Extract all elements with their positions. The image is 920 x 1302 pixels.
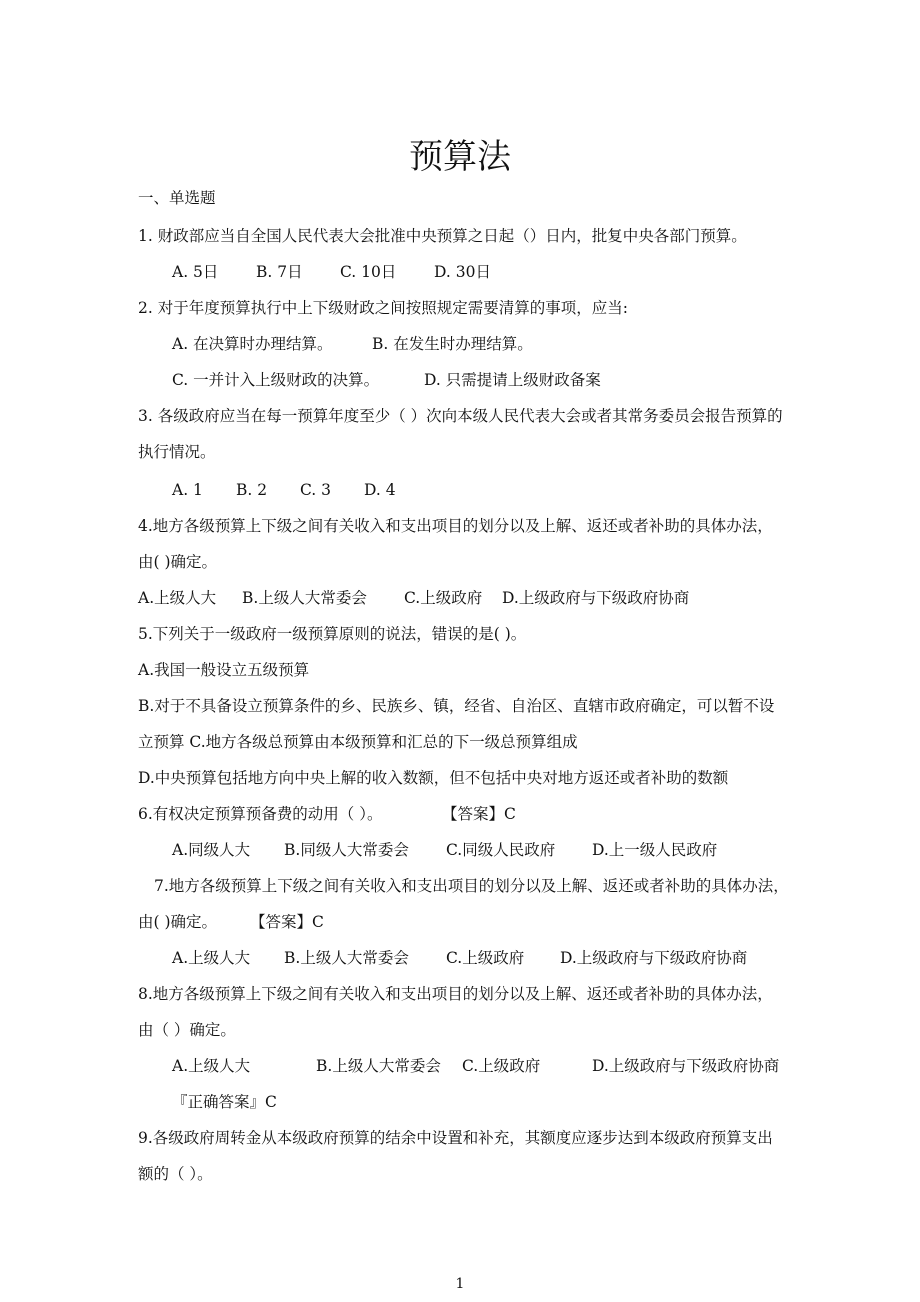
q5-option-d: D.中央预算包括地方向中央上解的收入数额，但不包括中央对地方返还或者补助的数额 (138, 769, 729, 787)
question-2-options-row1 (172, 334, 533, 354)
q8-answer: 『正确答案』C (172, 1093, 277, 1111)
q6-option-d: D.上一级人民政府 (592, 841, 718, 859)
q5-option-a: A.我国一般设立五级预算 (138, 661, 310, 679)
q7-option-a: A.上级人大 (172, 949, 251, 967)
q1-option-b: B. 7日 (256, 263, 303, 281)
page-title: 预算法 (409, 137, 511, 177)
section-heading: 一、单选题 (138, 189, 216, 207)
q3-option-c: C. 3 (300, 481, 332, 499)
q3-option-a: A. 1 (172, 481, 203, 499)
question-4-options (138, 588, 689, 608)
question-7-stem-line1: 7.地方各级预算上下级之间有关收入和支出项目的划分以及上解、返还或者补助的具体办法， (154, 877, 789, 895)
q5-option-b-line2: 立预算 C.地方各级总预算由本级预算和汇总的下一级总预算组成 (138, 733, 578, 751)
question-9-stem-line2: 额的（ ）。 (138, 1165, 213, 1183)
page-number: 1 (455, 1276, 465, 1292)
question-1-stem: 1. 财政部应当自全国人民代表大会批准中央预算之日起（）日内，批复中央各部门预算。 (138, 227, 747, 245)
q4-option-c: C.上级政府 (404, 589, 483, 607)
q6-answer: 【答案】C (442, 805, 516, 823)
question-8-options (172, 1056, 779, 1076)
q6-option-b: B.同级人大常委会 (284, 841, 409, 859)
q6-option-a: A.同级人大 (172, 841, 251, 859)
q2-option-c: C. 一并计入上级财政的决算。 (172, 371, 380, 389)
q6-stem-text: 6.有权决定预算预备费的动用（ ）。 (138, 805, 383, 823)
question-6-options (172, 840, 717, 860)
question-8-stem-line1: 8.地方各级预算上下级之间有关收入和支出项目的划分以及上解、返还或者补助的具体办法， (138, 985, 773, 1003)
q4-option-d: D.上级政府与下级政府协商 (502, 589, 690, 607)
q2-option-d: D. 只需提请上级财政备案 (424, 371, 601, 389)
question-7-options (172, 948, 747, 968)
q7-answer: 【答案】C (250, 913, 324, 931)
question-9-stem-line1: 9.各级政府周转金从本级政府预算的结余中设置和补充，其额度应逐步达到本级政府预算支出 (138, 1129, 773, 1147)
question-1-options (172, 262, 491, 282)
q3-option-b: B. 2 (236, 481, 268, 499)
q8-option-d: D.上级政府与下级政府协商 (592, 1057, 780, 1075)
q1-option-a: A. 5日 (172, 263, 219, 281)
question-8-stem-line2: 由（ ）确定。 (138, 1021, 236, 1039)
q8-option-c: C.上级政府 (462, 1057, 541, 1075)
q6-option-c: C.同级人民政府 (446, 841, 556, 859)
question-4-stem-line1: 4.地方各级预算上下级之间有关收入和支出项目的划分以及上解、返还或者补助的具体办法， (138, 517, 773, 535)
question-3-stem-line1: 3. 各级政府应当在每一预算年度至少（ ）次向本级人民代表大会或者其常务委员会报告预算的 (138, 407, 783, 425)
q8-option-b: B.上级人大常委会 (316, 1057, 441, 1075)
question-2-options-row2 (172, 370, 601, 390)
q8-option-a: A.上级人大 (172, 1057, 251, 1075)
q2-option-b: B. 在发生时办理结算。 (372, 335, 533, 353)
q7-option-b: B.上级人大常委会 (284, 949, 409, 967)
q7-option-d: D.上级政府与下级政府协商 (560, 949, 748, 967)
q4-option-a: A.上级人大 (138, 589, 217, 607)
question-3-options (172, 480, 396, 500)
q1-option-d: D. 30日 (434, 263, 491, 281)
q2-option-a: A. 在决算时办理结算。 (172, 335, 333, 353)
question-6-stem (138, 804, 516, 824)
q7-stem-text: 由( )确定。 (138, 913, 218, 931)
q5-option-b-line1: B.对于不具备设立预算条件的乡、民族乡、镇，经省、自治区、直辖市政府确定，可以暂不设 (138, 697, 775, 715)
q7-option-c: C.上级政府 (446, 949, 525, 967)
question-5-stem: 5.下列关于一级政府一级预算原则的说法，错误的是( )。 (138, 625, 527, 643)
question-4-stem-line2: 由( )确定。 (138, 553, 218, 571)
question-3-stem-line2: 执行情况。 (138, 443, 216, 461)
q1-option-c: C. 10日 (340, 263, 397, 281)
question-7-stem-line2 (138, 912, 324, 932)
question-2-stem: 2. 对于年度预算执行中上下级财政之间按照规定需要清算的事项，应当: (138, 299, 628, 317)
q4-option-b: B.上级人大常委会 (242, 589, 367, 607)
q3-option-d: D. 4 (364, 481, 396, 499)
